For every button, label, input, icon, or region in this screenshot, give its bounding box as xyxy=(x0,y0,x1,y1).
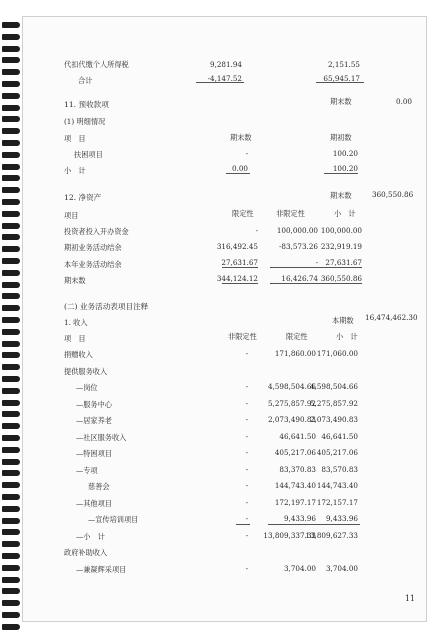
row-label: —特困项目 xyxy=(76,449,112,458)
row-value: - xyxy=(245,149,248,158)
row-label: —宣传培训项目 xyxy=(88,515,139,524)
section-total: 0.00 xyxy=(396,97,413,106)
binding-ring xyxy=(2,376,20,382)
section-total: 16,474,462.30 xyxy=(365,313,418,322)
row-value: 100,000.00 xyxy=(320,226,362,235)
underline xyxy=(226,173,250,174)
section-total: 360,550.86 xyxy=(372,190,414,199)
row-value: - xyxy=(245,448,248,457)
binding-ring xyxy=(2,341,20,347)
section-title: (二) 业务活动表项目注释 xyxy=(64,302,149,311)
col-head: 小 计 xyxy=(336,332,358,341)
row-value: 5,275,857.92 xyxy=(309,398,358,408)
underline xyxy=(268,524,316,525)
binding-ring xyxy=(2,164,20,170)
binding-ring xyxy=(2,506,20,512)
binding-ring xyxy=(2,81,20,87)
col-head: 期末数 xyxy=(230,133,252,142)
row-value: - xyxy=(245,382,248,391)
col-head: 期末数 xyxy=(330,97,352,106)
row-value: 2,073,490.83 xyxy=(267,415,316,424)
binding-ring xyxy=(2,69,20,75)
binding-ring xyxy=(2,187,20,193)
binding-ring xyxy=(2,352,20,358)
row-value: 83,570.83 xyxy=(321,464,358,474)
row-value: 4,598,504.66 xyxy=(267,382,316,391)
binding-ring xyxy=(2,282,20,288)
row-value: 172,157.17 xyxy=(316,497,358,507)
binding-ring xyxy=(2,34,20,40)
row-label: —服务中心 xyxy=(76,399,112,409)
row-label: 小 计 xyxy=(64,166,86,175)
spiral-binding xyxy=(0,0,22,634)
col-head: 限定性 xyxy=(232,209,254,218)
row-label: 扶困项目 xyxy=(74,150,103,159)
row-label: 投资者投入开办资金 xyxy=(64,227,129,236)
binding-ring xyxy=(2,423,20,429)
binding-ring xyxy=(2,447,20,453)
section-title: 12. 净资产 xyxy=(64,193,102,202)
row-value: - xyxy=(255,226,258,235)
row-value: 2,151.55 xyxy=(327,60,360,69)
row-label: 政府补助收入 xyxy=(64,548,108,557)
col-head: 非限定性 xyxy=(228,332,257,341)
underline xyxy=(314,267,362,268)
row-value: 83,370.83 xyxy=(279,464,316,474)
total-value: 65,945.17 xyxy=(323,74,360,83)
col-head: 期末数 xyxy=(330,191,352,200)
row-value: 360,550.86 xyxy=(320,274,362,283)
binding-ring xyxy=(2,529,20,535)
col-head: 项 目 xyxy=(64,334,86,343)
underline xyxy=(270,283,318,284)
row-value: - xyxy=(245,398,248,408)
row-value: - xyxy=(245,497,248,507)
row-value: 13,809,337.33 xyxy=(263,530,316,540)
row-value: - xyxy=(245,464,248,474)
page-number: 11 xyxy=(404,594,415,603)
binding-ring xyxy=(2,105,20,111)
binding-ring xyxy=(2,211,20,217)
row-value: - xyxy=(245,481,248,490)
binding-ring xyxy=(2,128,20,134)
row-value: - xyxy=(245,415,248,424)
col-head: 本期数 xyxy=(332,316,354,325)
row-value: 2,073,490.83 xyxy=(309,415,358,424)
row-value: 405,217.06 xyxy=(274,448,316,457)
binding-ring xyxy=(2,364,20,370)
binding-ring xyxy=(2,234,20,240)
row-label: 捐赠收入 xyxy=(64,350,93,359)
binding-ring xyxy=(2,470,20,476)
binding-ring xyxy=(2,588,20,594)
binding-ring xyxy=(2,116,20,122)
binding-ring xyxy=(2,565,20,571)
binding-ring xyxy=(2,223,20,229)
row-value: 100,000.00 xyxy=(276,226,318,235)
row-value: 9,433.96 xyxy=(325,514,358,523)
row-label: 本年业务活动结余 xyxy=(64,260,122,269)
binding-ring xyxy=(2,305,20,311)
row-value: 172,197.17 xyxy=(274,497,316,507)
row-value: 316,492.45 xyxy=(216,242,258,251)
binding-ring xyxy=(2,317,20,323)
binding-ring xyxy=(2,270,20,276)
underline xyxy=(222,267,258,268)
row-value: 144,743.40 xyxy=(274,481,316,490)
subsection-title: (1) 明细情况 xyxy=(64,117,106,126)
row-value: 344,124.12 xyxy=(216,274,258,283)
row-value: 4,598,504.66 xyxy=(309,382,358,391)
row-label: —岗位 xyxy=(76,383,98,392)
total-value: -4,147.52 xyxy=(207,74,242,83)
row-value: 5,275,857.92 xyxy=(267,398,316,408)
row-value: 144,743.40 xyxy=(316,481,358,490)
row-value: -83,573.26 xyxy=(278,242,318,251)
binding-ring xyxy=(2,152,20,158)
underline xyxy=(222,283,258,284)
row-value: 171,060.00 xyxy=(316,349,358,358)
row-value: 405,217.06 xyxy=(316,448,358,457)
binding-ring xyxy=(2,411,20,417)
row-label: 期初业务活动结余 xyxy=(64,243,122,252)
col-head: 项 目 xyxy=(64,134,86,143)
total-label: 合计 xyxy=(78,76,93,85)
row-value: 171,860.00 xyxy=(274,349,316,358)
row-value: - xyxy=(245,514,248,523)
row-value: - xyxy=(245,563,248,573)
row-value: 100.20 xyxy=(332,149,358,158)
row-value: 0.00 xyxy=(231,164,248,173)
binding-ring xyxy=(2,482,20,488)
binding-ring xyxy=(2,577,20,583)
row-label: 慈善会 xyxy=(88,482,110,491)
binding-ring xyxy=(2,329,20,335)
row-value: 3,704.00 xyxy=(283,563,316,573)
binding-ring xyxy=(2,600,20,606)
section-title: 11. 预收款项 xyxy=(64,100,109,109)
binding-ring xyxy=(2,553,20,559)
underline xyxy=(236,524,250,525)
row-value: 46,641.50 xyxy=(321,431,358,441)
binding-ring xyxy=(2,199,20,205)
binding-ring xyxy=(2,459,20,465)
row-label: 代扣代缴个人所得税 xyxy=(64,60,129,69)
row-value: 100.20 xyxy=(332,164,358,173)
row-value: 9,281.94 xyxy=(209,60,242,69)
underline xyxy=(314,524,360,525)
row-value: 16,426.74 xyxy=(281,274,318,283)
row-label: —专项 xyxy=(76,465,98,475)
binding-ring xyxy=(2,22,20,28)
row-value: - xyxy=(245,349,248,358)
binding-ring xyxy=(2,46,20,52)
row-value: 27,631.67 xyxy=(325,258,362,267)
row-label: 期末数 xyxy=(64,276,86,285)
binding-ring xyxy=(2,388,20,394)
underline xyxy=(270,267,318,268)
underline xyxy=(324,173,358,174)
row-label: —兼凝辉采项目 xyxy=(76,564,127,574)
binding-ring xyxy=(2,93,20,99)
binding-ring xyxy=(2,541,20,547)
row-value: - xyxy=(245,431,248,441)
col-head: 项目 xyxy=(64,211,79,220)
row-value: 3,704.00 xyxy=(325,563,358,573)
col-head: 非限定性 xyxy=(276,209,305,218)
row-label: —社区服务收入 xyxy=(76,432,127,442)
row-label: —小 计 xyxy=(76,531,105,541)
underline xyxy=(314,283,362,284)
row-label: —居家养老 xyxy=(76,416,112,425)
binding-ring xyxy=(2,494,20,500)
row-label: —其他项目 xyxy=(76,498,112,508)
row-value: - xyxy=(315,258,318,267)
binding-ring xyxy=(2,175,20,181)
binding-ring xyxy=(2,293,20,299)
binding-ring xyxy=(2,435,20,441)
binding-ring xyxy=(2,400,20,406)
col-head: 限定性 xyxy=(286,332,308,341)
row-value: 13,809,627.33 xyxy=(305,530,358,540)
underline xyxy=(196,82,244,83)
col-head: 期初数 xyxy=(330,133,352,142)
subsection-title: 1. 收入 xyxy=(64,318,88,327)
row-label: 提供服务收入 xyxy=(64,366,108,376)
binding-ring xyxy=(2,57,20,63)
row-value: 232,919.19 xyxy=(320,242,362,251)
row-value: - xyxy=(245,530,248,540)
col-head: 小 计 xyxy=(334,209,356,218)
row-value: 27,631.67 xyxy=(221,258,258,267)
binding-ring xyxy=(2,624,20,630)
row-value: 46,641.50 xyxy=(279,431,316,441)
binding-ring xyxy=(2,140,20,146)
row-value: 9,433.96 xyxy=(283,514,316,523)
underline xyxy=(316,82,364,83)
binding-ring xyxy=(2,518,20,524)
binding-ring xyxy=(2,258,20,264)
binding-ring xyxy=(2,246,20,252)
binding-ring xyxy=(2,612,20,618)
